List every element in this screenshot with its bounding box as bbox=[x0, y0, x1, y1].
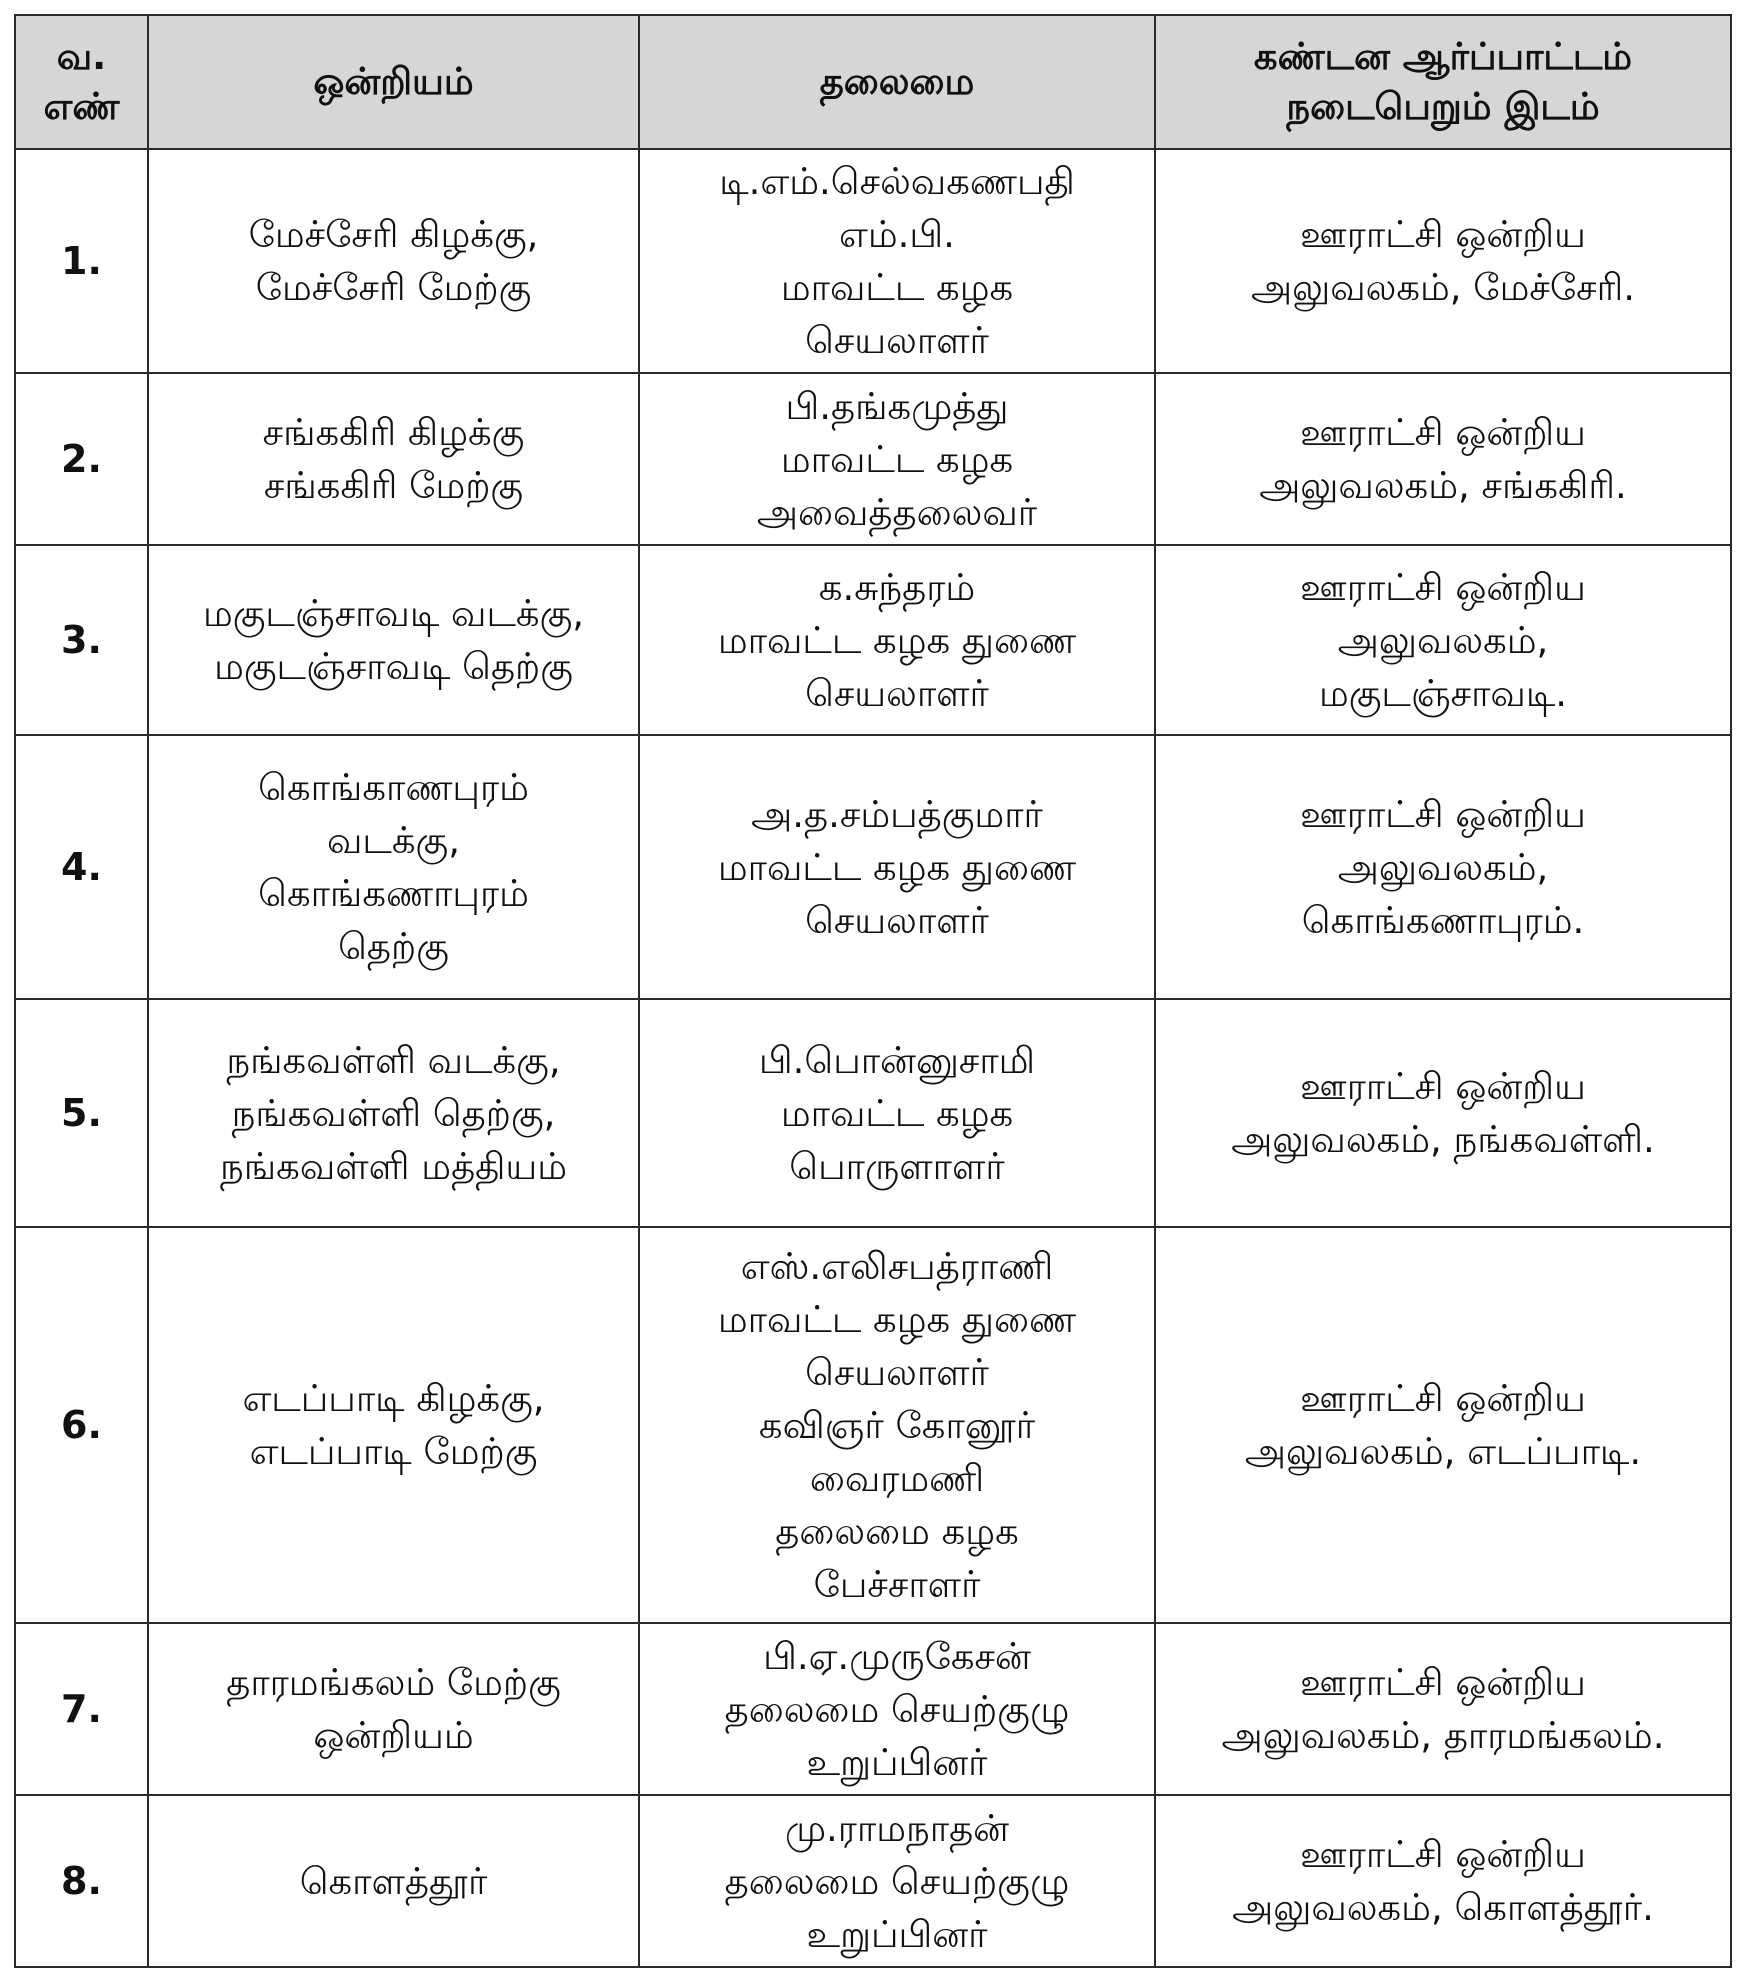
leadership-cell bbox=[639, 1623, 1155, 1795]
venue-line: அலுவலகம், சங்ககிரி. bbox=[1259, 464, 1627, 507]
leadership-line: தலைமை செயற்குழு bbox=[724, 1859, 1070, 1903]
leadership-line: எஸ்.எலிசபத்ராணி bbox=[740, 1244, 1054, 1288]
leadership-line: பி.பொன்னுசாமி bbox=[758, 1038, 1036, 1082]
leadership-line: டி.எம்.செல்வகணபதி bbox=[719, 160, 1075, 203]
venue-line: அலுவலகம், நங்கவள்ளி. bbox=[1231, 1118, 1655, 1161]
union-line: கொங்கணாபுரம் bbox=[258, 872, 529, 915]
serial-number-cell: 2. bbox=[15, 373, 148, 545]
protest-schedule-sheet bbox=[14, 14, 1730, 1968]
union-line: நங்கவள்ளி தெற்கு, bbox=[231, 1091, 556, 1135]
union-line: எடப்பாடி மேற்கு bbox=[249, 1430, 538, 1473]
union-line: நங்கவள்ளி மத்தியம் bbox=[220, 1144, 567, 1188]
leadership-line: கவிஞர் கோனூர் bbox=[758, 1403, 1036, 1447]
venue-line: மகுடஞ்சாவடி. bbox=[1318, 671, 1568, 715]
table-row bbox=[15, 1795, 1731, 1967]
serial-number-cell: 4. bbox=[15, 735, 148, 999]
header-serial-no bbox=[15, 15, 148, 149]
venue-cell bbox=[1155, 373, 1731, 545]
union-line: மேச்சேரி கிழக்கு, bbox=[248, 213, 539, 256]
table-row bbox=[15, 545, 1731, 735]
union-line: சங்ககிரி கிழக்கு bbox=[262, 411, 525, 454]
serial-number-cell: 5. bbox=[15, 999, 148, 1227]
venue-cell bbox=[1155, 149, 1731, 373]
union-line: தெற்கு bbox=[338, 925, 449, 968]
leadership-line: உறுப்பினர் bbox=[806, 1740, 988, 1784]
serial-number-cell: 8. bbox=[15, 1795, 148, 1967]
leadership-cell bbox=[639, 999, 1155, 1227]
leadership-line: அ.த.சம்பத்குமார் bbox=[751, 792, 1043, 836]
leadership-line: தலைமை செயற்குழு bbox=[724, 1687, 1070, 1731]
venue-line: அலுவலகம், கொளத்தூர். bbox=[1232, 1886, 1654, 1929]
venue-cell bbox=[1155, 1623, 1731, 1795]
table-row bbox=[15, 1227, 1731, 1623]
union-cell bbox=[148, 999, 639, 1227]
leadership-line: க.சுந்தரம் bbox=[818, 565, 976, 609]
header-leadership: தலைமை bbox=[639, 15, 1155, 149]
leadership-line: மு.ராமநாதன் bbox=[784, 1806, 1010, 1850]
leadership-cell bbox=[639, 545, 1155, 735]
union-line: மகுடஞ்சாவடி தெற்கு bbox=[214, 645, 573, 688]
header-row bbox=[15, 15, 1731, 149]
leadership-line: மாவட்ட கழக துணை bbox=[717, 845, 1077, 889]
union-cell bbox=[148, 735, 639, 999]
header-serial-no-line: எண் bbox=[43, 85, 120, 128]
serial-number-cell: 1. bbox=[15, 149, 148, 373]
venue-line: அலுவலகம், bbox=[1337, 618, 1549, 662]
union-line: தாரமங்கலம் மேற்கு bbox=[226, 1661, 561, 1704]
union-line: நங்கவள்ளி வடக்கு, bbox=[226, 1038, 561, 1082]
union-cell bbox=[148, 545, 639, 735]
union-line: வடக்கு, bbox=[327, 819, 460, 862]
header-venue-line: கண்டன ஆர்ப்பாட்டம் bbox=[1253, 35, 1633, 78]
leadership-cell bbox=[639, 373, 1155, 545]
serial-number-cell: 6. bbox=[15, 1227, 148, 1623]
leadership-line: பொருளாளர் bbox=[789, 1144, 1005, 1188]
venue-cell bbox=[1155, 1795, 1731, 1967]
table-row bbox=[15, 1623, 1731, 1795]
venue-cell bbox=[1155, 735, 1731, 999]
venue-line: ஊராட்சி ஒன்றிய bbox=[1300, 1377, 1586, 1420]
leadership-line: உறுப்பினர் bbox=[806, 1912, 988, 1956]
union-cell bbox=[148, 149, 639, 373]
venue-cell bbox=[1155, 545, 1731, 735]
table-row bbox=[15, 149, 1731, 373]
table-row bbox=[15, 373, 1731, 545]
leadership-line: செயலாளர் bbox=[805, 671, 989, 715]
venue-line: அலுவலகம், மேச்சேரி. bbox=[1250, 266, 1635, 309]
table-row bbox=[15, 735, 1731, 999]
leadership-line: மாவட்ட கழக bbox=[780, 437, 1014, 481]
leadership-line: செயலாளர் bbox=[805, 319, 989, 362]
venue-line: அலுவலகம், எடப்பாடி. bbox=[1244, 1430, 1642, 1473]
venue-cell bbox=[1155, 1227, 1731, 1623]
leadership-cell bbox=[639, 1227, 1155, 1623]
venue-line: ஊராட்சி ஒன்றிய bbox=[1300, 1661, 1586, 1704]
venue-line: கொங்கணாபுரம். bbox=[1301, 898, 1585, 942]
union-line: மேச்சேரி மேற்கு bbox=[255, 266, 532, 309]
venue-line: ஊராட்சி ஒன்றிய bbox=[1300, 411, 1586, 454]
header-serial-no-line: வ. bbox=[56, 35, 107, 78]
header-venue-line: நடைபெறும் இடம் bbox=[1286, 85, 1600, 128]
venue-line: ஊராட்சி ஒன்றிய bbox=[1300, 792, 1586, 836]
leadership-line: மாவட்ட கழக bbox=[780, 1091, 1014, 1135]
leadership-line: எம்.பி. bbox=[839, 213, 955, 256]
table-body bbox=[15, 149, 1731, 1967]
venue-line: ஊராட்சி ஒன்றிய bbox=[1300, 1065, 1586, 1108]
leadership-cell bbox=[639, 735, 1155, 999]
union-cell bbox=[148, 1623, 639, 1795]
venue-line: ஊராட்சி ஒன்றிய bbox=[1300, 213, 1586, 256]
venue-line: அலுவலகம், bbox=[1337, 845, 1549, 889]
venue-line: அலுவலகம், தாரமங்கலம். bbox=[1221, 1714, 1665, 1757]
leadership-line: மாவட்ட கழக துணை bbox=[717, 618, 1077, 662]
union-cell bbox=[148, 1795, 639, 1967]
leadership-line: அவைத்தலைவர் bbox=[756, 490, 1038, 534]
leadership-cell bbox=[639, 149, 1155, 373]
table-header bbox=[15, 15, 1731, 149]
union-cell bbox=[148, 373, 639, 545]
table-row bbox=[15, 999, 1731, 1227]
union-cell bbox=[148, 1227, 639, 1623]
leadership-line: பி.ஏ.முருகேசன் bbox=[763, 1634, 1031, 1678]
leadership-cell bbox=[639, 1795, 1155, 1967]
header-venue bbox=[1155, 15, 1731, 149]
leadership-line: பேச்சாளர் bbox=[813, 1562, 981, 1606]
union-line: கொங்காணபுரம் bbox=[258, 766, 529, 809]
leadership-line: மாவட்ட கழக bbox=[780, 266, 1014, 309]
leadership-line: வைரமணி bbox=[809, 1456, 985, 1500]
header-union: ஒன்றியம் bbox=[148, 15, 639, 149]
serial-number-cell: 3. bbox=[15, 545, 148, 735]
serial-number-cell: 7. bbox=[15, 1623, 148, 1795]
leadership-line: பி.தங்கமுத்து bbox=[785, 384, 1009, 428]
leadership-line: தலைமை கழக bbox=[775, 1509, 1019, 1553]
union-line: கொளத்தூர் bbox=[299, 1859, 488, 1903]
union-line: மகுடஞ்சாவடி வடக்கு, bbox=[202, 592, 585, 635]
union-line: சங்ககிரி மேற்கு bbox=[263, 464, 524, 507]
venue-line: ஊராட்சி ஒன்றிய bbox=[1300, 1833, 1586, 1876]
venue-line: ஊராட்சி ஒன்றிய bbox=[1300, 565, 1586, 609]
union-line: ஒன்றியம் bbox=[313, 1714, 474, 1757]
leadership-line: செயலாளர் bbox=[805, 1350, 989, 1394]
union-line: எடப்பாடி கிழக்கு, bbox=[242, 1377, 545, 1420]
leadership-line: மாவட்ட கழக துணை bbox=[717, 1297, 1077, 1341]
leadership-line: செயலாளர் bbox=[805, 898, 989, 942]
protest-schedule-table bbox=[14, 14, 1732, 1968]
venue-cell bbox=[1155, 999, 1731, 1227]
